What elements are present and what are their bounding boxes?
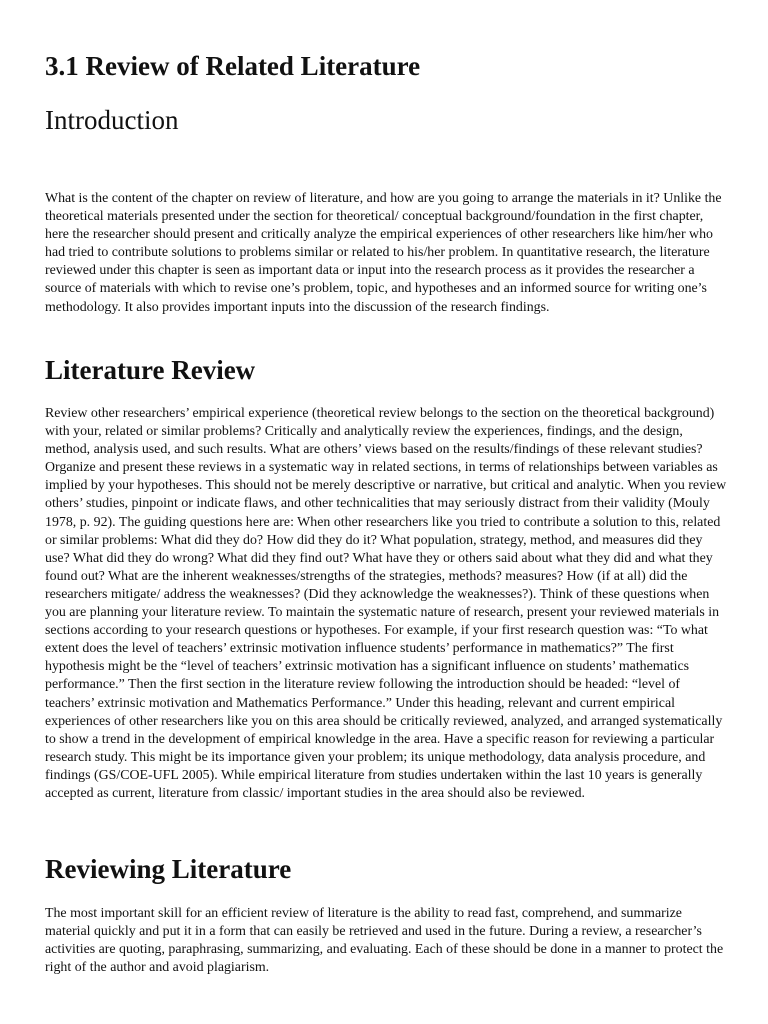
introduction-paragraph: What is the content of the chapter on review of literature, and how are you going to arrange the materials in it? Unlike the theoretical materials presented under the section for theoretical/ conceptual background/foundation in the first chapter, here the researcher should present and critically analyze the empirical experiences of other researchers like him/her who had tried to contribute solutions to problems similar or related to his/her problem. In quantitative research, the literature reviewed under this chapter is seen as important data or input into the research process as it provides the researcher a source of materials with which to revise one’s problem, topic, and hypotheses and an informed source for writing one’s methodology. It also provides important inputs into the discussion of the research findings.	[45, 191, 722, 315]
introduction-heading: Introduction	[45, 105, 179, 135]
literature-review-heading: Literature Review	[45, 355, 256, 385]
literature-review-paragraph: Review other researchers’ empirical experience (theoretical review belongs to the section on the theoretical background) with your, related or similar problems? Critically and analytically review the experiences, findings, and the design, method, analysis used, and such results. What are others’ views based on the results/findings of these relevant studies? Organize and present these reviews in a systematic way in related sections, in terms of relationships between variables as implied by your hypotheses. This should not be merely descriptive or narrative, but critical and analytic. When you review others’ studies, pinpoint or indicate flaws, and other technicalities that may seriously distract from their validity (Mouly 1978, p. 92). The guiding questions here are: When other researchers like you tried to contribute a solution to this, related or similar problems: What did they do? How did they do it? What population, strategy, method, and measures did they use? What did they do wrong? What did they find out? What have they or others said about what they did and what they found out? What are the inherent weaknesses/strengths of the strategies, methods? measures? How (if at all) did the researchers mitigate/ address the weaknesses? (Did they acknowledge the weaknesses?). Think of these questions when you are planning your literature review. To maintain the systematic nature of research, present your reviewed materials in sections according to your research questions or hypotheses. For example, if your first research question was: “To what extent does the level of teachers’ extrinsic motivation influence students’ performance in mathematics?” The first hypothesis might be the “level of teachers’ extrinsic motivation has a significant influence on students’ mathematics performance.” Then the first section in the literature review following the introduction should be headed: “level of teachers’ extrinsic motivation and Mathematics Performance.” Under this heading, relevant and current empirical experiences of other researchers like you on this area should be critically reviewed, analyzed, and arranged systematically to show a trend in the development of empirical knowledge in the area. Have a specific reason for reviewing a particular research study. This might be its importance given your problem; its unique methodology, data analysis procedure, and findings (GS/COE-UFL 2005). While empirical literature from studies undertaken within the last 10 years is generally accepted as current, literature from classic/ important studies in the area should also be reviewed.	[45, 406, 727, 801]
document-title: 3.1 Review of Related Literature	[45, 51, 421, 81]
reviewing-literature-heading: Reviewing Literature	[45, 854, 292, 884]
reviewing-literature-paragraph: The most important skill for an efficient review of literature is the ability to read fast, comprehend, and summarize material quickly and put it in a form that can easily be retrieved and used in the future. During a review, a researcher’s activities are quoting, paraphrasing, summarizing, and evaluating. Each of these should be done in a manner to protect the right of the author and avoid plagiarism.	[45, 906, 724, 976]
